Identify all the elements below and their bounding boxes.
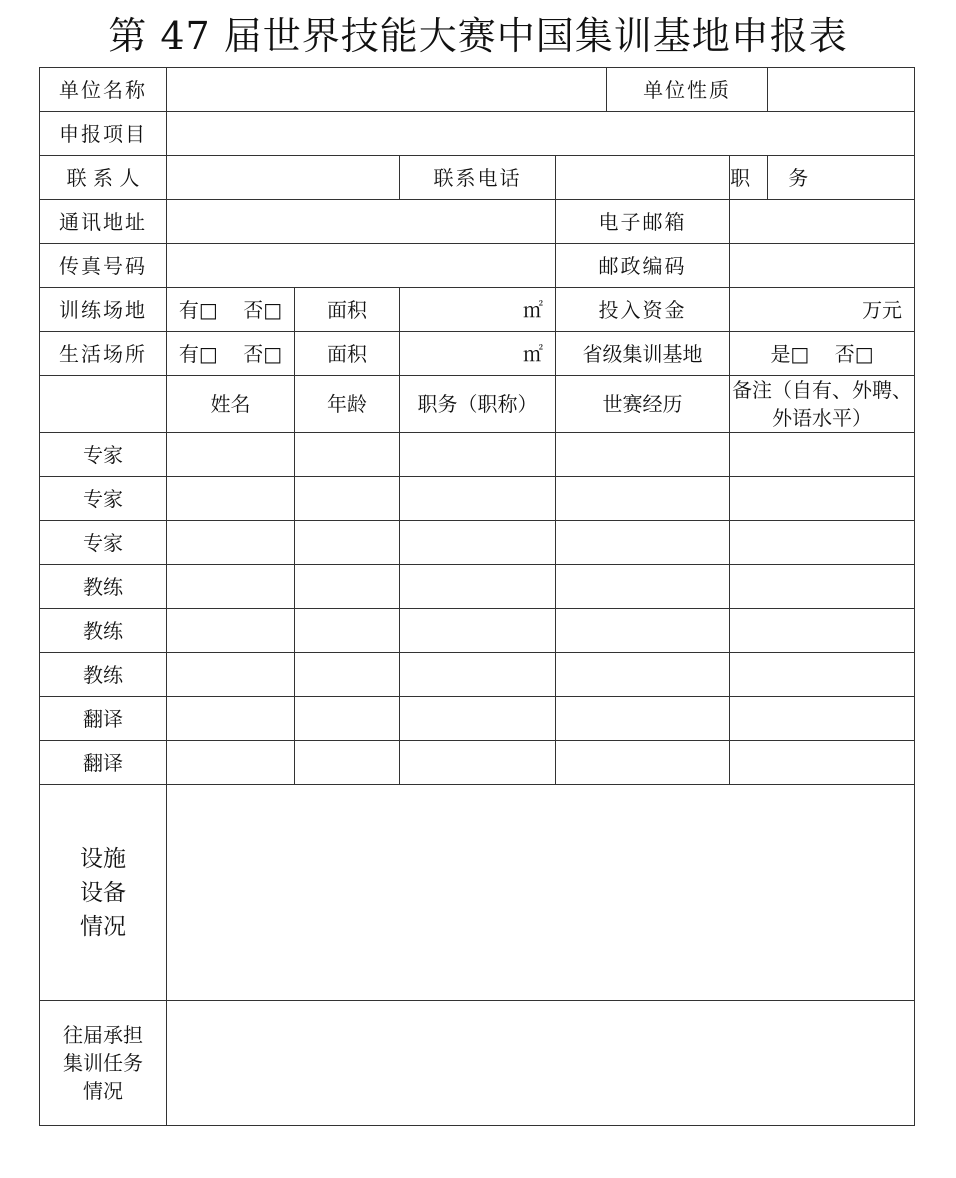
staff-header-blank	[40, 376, 167, 433]
label-living-site: 生活场所	[40, 332, 167, 376]
cell-name[interactable]	[167, 609, 295, 653]
cell-title[interactable]	[400, 477, 556, 521]
label-address: 通讯地址	[40, 200, 167, 244]
label-project: 申报项目	[40, 112, 167, 156]
field-postcode[interactable]	[730, 244, 915, 288]
cell-experience[interactable]	[556, 477, 730, 521]
row-project	[40, 112, 915, 156]
row-unit	[40, 68, 915, 112]
cell-remarks[interactable]	[730, 565, 915, 609]
label-facilities-line1: 设施	[80, 845, 126, 872]
table-row	[40, 653, 915, 697]
cell-experience[interactable]	[556, 433, 730, 477]
role-label: 专家	[40, 521, 167, 565]
field-email[interactable]	[730, 200, 915, 244]
label-training-area: 面积	[295, 288, 400, 332]
application-form-table	[39, 67, 915, 1126]
field-contact[interactable]	[167, 156, 400, 200]
header-remarks-line1: 备注（自有、外聘、	[732, 378, 913, 402]
role-label: 翻译	[40, 697, 167, 741]
cell-name[interactable]	[167, 521, 295, 565]
row-facilities	[40, 785, 915, 1001]
label-facilities-line2: 设备	[80, 879, 126, 906]
cell-name[interactable]	[167, 433, 295, 477]
label-position: 职 务	[730, 156, 768, 200]
cell-name[interactable]	[167, 697, 295, 741]
cell-experience[interactable]	[556, 565, 730, 609]
label-provincial-base: 省级集训基地	[556, 332, 730, 376]
header-age: 年龄	[295, 376, 400, 433]
cell-experience[interactable]	[556, 741, 730, 785]
label-facilities	[40, 785, 167, 1001]
role-label: 教练	[40, 565, 167, 609]
label-history	[40, 1001, 167, 1126]
role-label: 教练	[40, 609, 167, 653]
cell-remarks[interactable]	[730, 521, 915, 565]
investment-unit[interactable]: 万元	[730, 288, 915, 332]
training-area-unit[interactable]: ㎡	[400, 288, 556, 332]
cell-experience[interactable]	[556, 521, 730, 565]
field-history[interactable]	[167, 1001, 915, 1126]
living-area-unit[interactable]: ㎡	[400, 332, 556, 376]
role-label: 翻译	[40, 741, 167, 785]
header-remarks-line2: 外语水平）	[772, 406, 873, 430]
row-contact	[40, 156, 915, 200]
field-project[interactable]	[167, 112, 915, 156]
cell-age[interactable]	[295, 521, 400, 565]
cell-name[interactable]	[167, 653, 295, 697]
label-postcode: 邮政编码	[556, 244, 730, 288]
header-remarks	[730, 376, 915, 433]
cell-experience[interactable]	[556, 697, 730, 741]
table-row	[40, 741, 915, 785]
field-phone[interactable]	[556, 156, 730, 200]
cell-age[interactable]	[295, 609, 400, 653]
field-address[interactable]	[167, 200, 556, 244]
label-living-area: 面积	[295, 332, 400, 376]
cell-title[interactable]	[400, 653, 556, 697]
cell-age[interactable]	[295, 477, 400, 521]
table-row	[40, 477, 915, 521]
cell-remarks[interactable]	[730, 741, 915, 785]
header-title: 职务（职称）	[400, 376, 556, 433]
cell-experience[interactable]	[556, 653, 730, 697]
field-unit-name[interactable]	[167, 68, 607, 112]
label-unit-name: 单位名称	[40, 68, 167, 112]
cell-name[interactable]	[167, 477, 295, 521]
cell-remarks[interactable]	[730, 653, 915, 697]
table-row	[40, 521, 915, 565]
cell-remarks[interactable]	[730, 697, 915, 741]
row-history	[40, 1001, 915, 1126]
cell-remarks[interactable]	[730, 433, 915, 477]
cell-age[interactable]	[295, 433, 400, 477]
table-row	[40, 609, 915, 653]
cell-title[interactable]	[400, 609, 556, 653]
row-training-site	[40, 288, 915, 332]
label-phone: 联系电话	[400, 156, 556, 200]
table-row	[40, 697, 915, 741]
table-row	[40, 433, 915, 477]
cell-remarks[interactable]	[730, 609, 915, 653]
cell-title[interactable]	[400, 433, 556, 477]
cell-title[interactable]	[400, 521, 556, 565]
label-history-line3: 情况	[83, 1079, 123, 1103]
label-investment: 投入资金	[556, 288, 730, 332]
label-unit-nature: 单位性质	[607, 68, 768, 112]
field-unit-nature[interactable]	[768, 68, 915, 112]
cell-name[interactable]	[167, 565, 295, 609]
field-facilities[interactable]	[167, 785, 915, 1001]
staff-header-row	[40, 376, 915, 433]
page-title: 第 47 届世界技能大赛中国集训基地申报表	[108, 14, 848, 58]
role-label: 教练	[40, 653, 167, 697]
header-worldskills-experience: 世赛经历	[556, 376, 730, 433]
row-fax	[40, 244, 915, 288]
role-label: 专家	[40, 477, 167, 521]
label-contact: 联 系 人	[40, 156, 167, 200]
living-site-checkbox-group[interactable]: 有□ 否□	[167, 332, 295, 376]
cell-name[interactable]	[167, 741, 295, 785]
label-training-site: 训练场地	[40, 288, 167, 332]
label-fax: 传真号码	[40, 244, 167, 288]
cell-age[interactable]	[295, 565, 400, 609]
provincial-base-checkbox-group[interactable]: 是□ 否□	[730, 332, 915, 376]
label-email: 电子邮箱	[556, 200, 730, 244]
cell-age[interactable]	[295, 741, 400, 785]
label-history-line1: 往届承担	[63, 1023, 143, 1047]
cell-remarks[interactable]	[730, 477, 915, 521]
row-living-site	[40, 332, 915, 376]
row-address	[40, 200, 915, 244]
cell-experience[interactable]	[556, 609, 730, 653]
label-facilities-line3: 情况	[80, 913, 126, 940]
header-name: 姓名	[167, 376, 295, 433]
cell-age[interactable]	[295, 653, 400, 697]
cell-age[interactable]	[295, 697, 400, 741]
training-site-checkbox-group[interactable]: 有□ 否□	[167, 288, 295, 332]
role-label: 专家	[40, 433, 167, 477]
cell-title[interactable]	[400, 697, 556, 741]
cell-title[interactable]	[400, 741, 556, 785]
table-row	[40, 565, 915, 609]
field-fax[interactable]	[167, 244, 556, 288]
cell-title[interactable]	[400, 565, 556, 609]
label-history-line2: 集训任务	[63, 1051, 143, 1075]
